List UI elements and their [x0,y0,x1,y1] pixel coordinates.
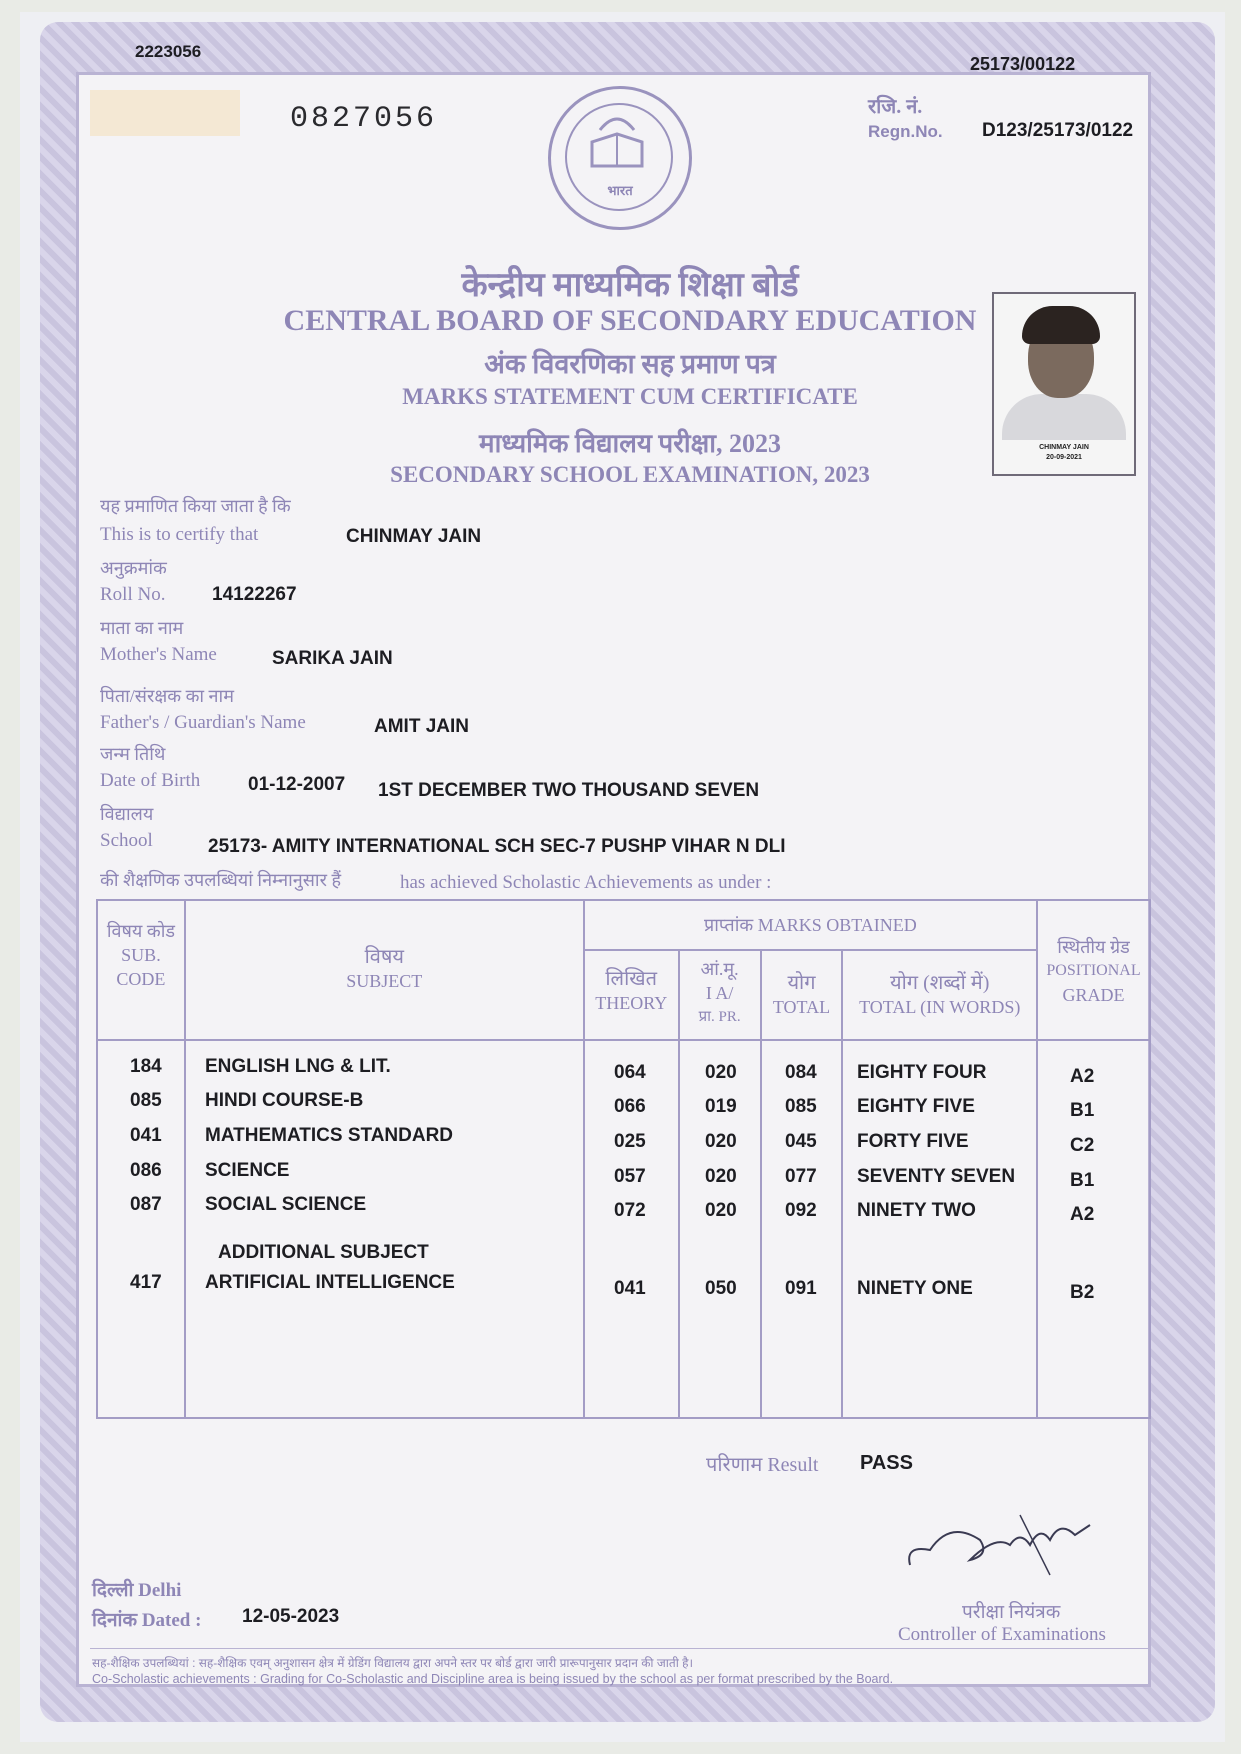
dated-label: दिनांक Dated : [92,1610,202,1631]
result-label: परिणाम Result [706,1454,819,1476]
total-marks: 045 [785,1131,817,1152]
dob-value: 01-12-2007 [248,774,346,795]
positional-grade: B1 [1070,1100,1095,1121]
ia-marks: 020 [705,1062,737,1083]
subject-name: HINDI COURSE-B [205,1090,364,1111]
total-in-words: FORTY FIVE [857,1131,969,1152]
serial-number: 0827056 [290,102,438,136]
place-label: दिल्ली Delhi [92,1580,182,1601]
roll-number: 14122267 [212,584,297,605]
total-in-words: EIGHTY FOUR [857,1062,987,1083]
theory-marks: 025 [614,1131,646,1152]
theory-marks: 064 [614,1062,646,1083]
subject-name: SOCIAL SCIENCE [205,1194,367,1215]
positional-grade: C2 [1070,1135,1095,1156]
header-subject: विषय SUBJECT [185,900,584,1040]
ia-marks: 050 [705,1278,737,1299]
ia-marks: 019 [705,1096,737,1117]
header-internal-assessment: आं.मू. I A/ प्रा. PR. [679,950,761,1040]
total-marks: 077 [785,1166,817,1187]
subject-code: 087 [130,1194,162,1215]
subject-name: ENGLISH LNG & LIT. [205,1056,391,1077]
student-photo [992,292,1136,476]
dated-value: 12-05-2023 [242,1606,340,1627]
school-label: School [100,830,153,851]
controller-signature [900,1505,1100,1585]
positional-grade: A2 [1070,1204,1095,1225]
additional-subject-label: ADDITIONAL SUBJECT [218,1242,429,1263]
ia-marks: 020 [705,1200,737,1221]
subject-code: 184 [130,1056,162,1077]
mother-label: Mother's Name [100,644,217,665]
total-marks: 092 [785,1200,817,1221]
seal-text: भारत [607,183,633,198]
theory-marks: 041 [614,1278,646,1299]
school-name: 25173- AMITY INTERNATIONAL SCH SEC-7 PUSHP VIHAR N DLI [208,836,786,857]
positional-grade: B1 [1070,1170,1095,1191]
photo-caption-date: 20-09-2021 [1046,454,1082,461]
dob-label: Date of Birth [100,770,201,791]
header-marks-obtained: प्राप्तांक MARKS OBTAINED [584,900,1037,950]
dob-label-hindi: जन्म तिथि [100,744,166,764]
achieved-label: has achieved Scholastic Achievements as under : [400,872,772,893]
exam-title: SECONDARY SCHOOL EXAMINATION, 2023 [390,462,870,487]
marks-table [96,899,1151,1419]
ia-marks: 020 [705,1166,737,1187]
controller-label-hindi: परीक्षा नियंत्रक [962,1602,1061,1623]
positional-grade: B2 [1070,1282,1095,1303]
total-in-words: NINETY TWO [857,1200,976,1221]
roll-label-hindi: अनुक्रमांक [100,558,167,578]
subject-name: SCIENCE [205,1160,290,1181]
total-marks: 085 [785,1096,817,1117]
father-label-hindi: पिता/संरक्षक का नाम [100,686,234,706]
header-positional-grade: स्थितीय ग्रेड POSITIONAL GRADE [1037,900,1150,1040]
mother-name: SARIKA JAIN [272,648,393,669]
document-title: MARKS STATEMENT CUM CERTIFICATE [402,384,858,409]
result-value: PASS [860,1452,913,1474]
roll-label: Roll No. [100,584,166,605]
student-name: CHINMAY JAIN [346,526,482,547]
subject-name: ARTIFICIAL INTELLIGENCE [205,1272,455,1293]
certify-label: This is to certify that [100,524,259,545]
top-left-number: 2223056 [135,42,202,61]
header-total: योग TOTAL [761,950,843,1040]
footer-divider [90,1648,1150,1649]
theory-marks: 072 [614,1200,646,1221]
positional-grade: A2 [1070,1066,1095,1087]
father-label: Father's / Guardian's Name [100,712,306,733]
total-in-words: SEVENTY SEVEN [857,1166,1016,1187]
ia-marks: 020 [705,1131,737,1152]
co-scholastic-note-hindi: सह-शैक्षिक उपलब्धियां : सह-शैक्षिक एवम् अनुशासन क्षेत्र में ग्रेडिंग विद्यालय द्वारा अपने स्तर पर बोर्ड द्वारा जारी प्रारूपानुसार प्रदान की जाती है। [92,1656,694,1670]
header-total-words: योग (शब्दों में) TOTAL (IN WORDS) [842,950,1037,1040]
subject-code: 085 [130,1090,162,1111]
dob-in-words: 1ST DECEMBER TWO THOUSAND SEVEN [378,780,760,801]
cbse-seal-icon [548,86,692,230]
total-in-words: NINETY ONE [857,1278,973,1299]
board-name: CENTRAL BOARD OF SECONDARY EDUCATION [283,304,977,337]
header-theory: लिखित THEORY [584,950,679,1040]
mother-label-hindi: माता का नाम [100,618,184,638]
top-right-number: 25173/00122 [970,54,1076,74]
board-name-hindi: केन्द्रीय माध्यमिक शिक्षा बोर्ड [461,267,799,304]
controller-label: Controller of Examinations [898,1624,1106,1645]
regn-label-hindi: रजि. नं. [868,96,923,118]
regn-number: D123/25173/0122 [982,120,1134,141]
school-label-hindi: विद्यालय [100,804,154,824]
grade-column [1037,1040,1150,1418]
header-subject-code: विषय कोड SUB. CODE [97,900,185,1040]
document-title-hindi: अंक विवरणिका सह प्रमाण पत्र [484,349,776,379]
total-marks: 091 [785,1278,817,1299]
total-in-words: EIGHTY FIVE [857,1096,975,1117]
subject-name: MATHEMATICS STANDARD [205,1125,454,1146]
father-name: AMIT JAIN [374,716,469,737]
subject-code: 417 [130,1272,162,1293]
theory-marks: 057 [614,1166,646,1187]
achieved-label-hindi: की शैक्षणिक उपलब्धियां निम्नानुसार हैं [100,870,342,890]
theory-marks: 066 [614,1096,646,1117]
subject-code: 041 [130,1125,162,1146]
co-scholastic-note: Co-Scholastic achievements : Grading for Co-Scholastic and Discipline area is being issued by the school as per format prescribed by the Board. [92,1672,894,1686]
regn-label: Regn.No. [868,122,943,141]
total-marks: 084 [785,1062,817,1083]
photo-caption-name: CHINMAY JAIN [1039,444,1089,451]
certify-label-hindi: यह प्रमाणित किया जाता है कि [100,496,291,516]
hologram-sticker [90,90,240,136]
subject-code: 086 [130,1160,162,1181]
exam-title-hindi: माध्यमिक विद्यालय परीक्षा, 2023 [479,429,781,458]
